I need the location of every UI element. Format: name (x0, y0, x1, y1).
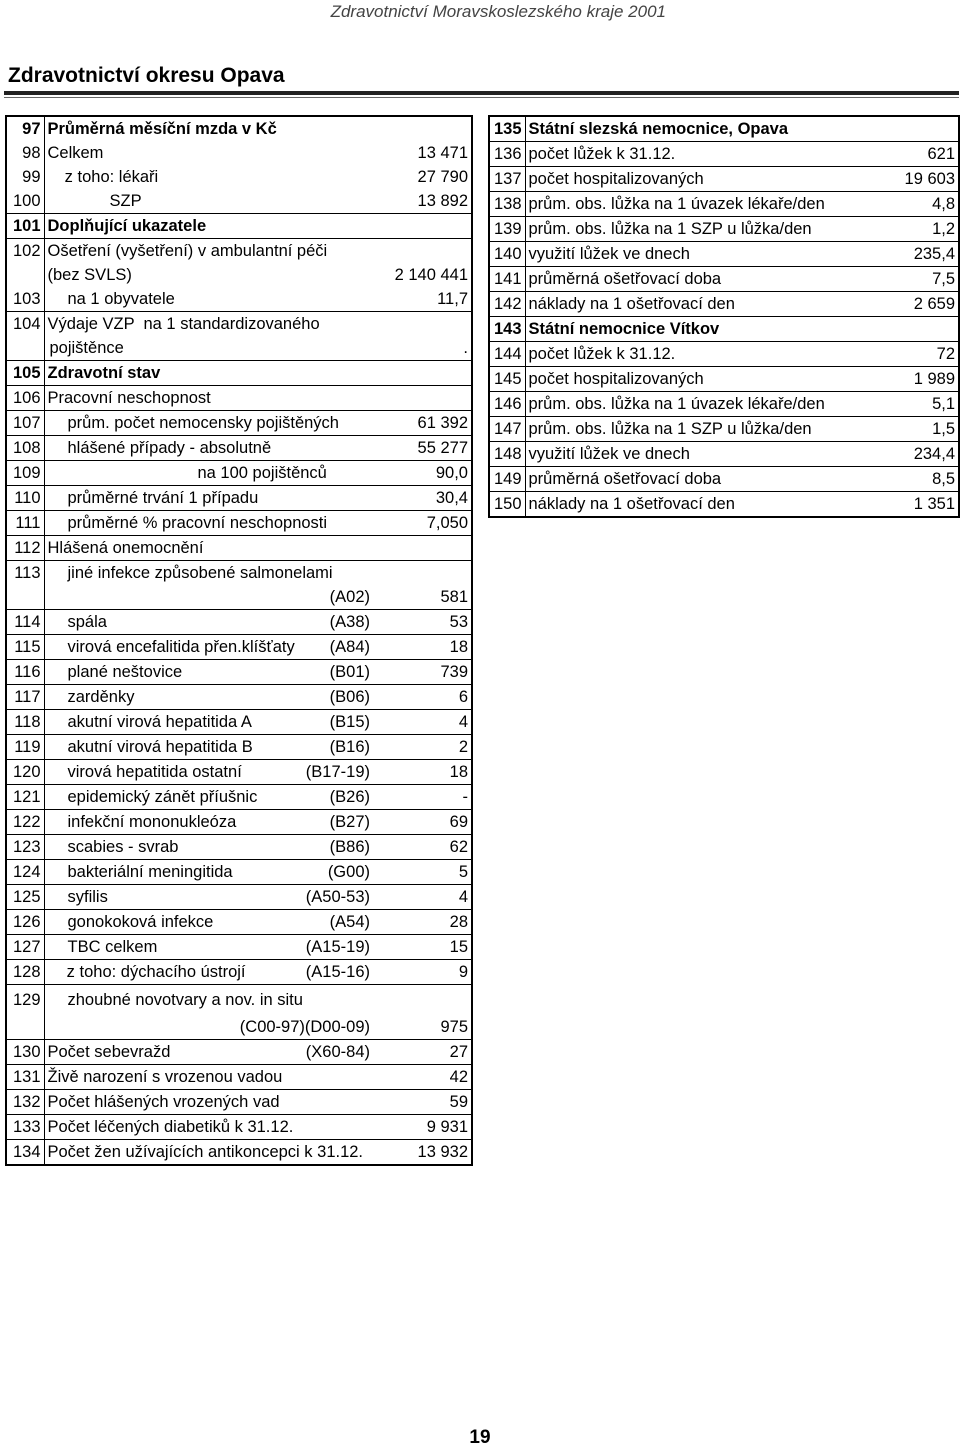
row-label-cell (44, 1040, 374, 1065)
row-number: 131 (6, 1065, 44, 1090)
row-label-cell (44, 610, 374, 635)
row-value: 69 (374, 810, 472, 835)
row-value: 90,0 (374, 461, 472, 486)
row-label: plané neštovice (67, 663, 183, 681)
row-label-cell (44, 1015, 374, 1040)
icd-code: (B15) (329, 713, 370, 731)
row-value (374, 361, 472, 386)
row-number: 144 (489, 342, 525, 367)
row-label: (bez SVLS) (47, 266, 132, 284)
row-value: 28 (374, 910, 472, 935)
row-number: 114 (6, 610, 44, 635)
row-label-cell (44, 263, 374, 287)
row-number: 145 (489, 367, 525, 392)
icd-code: (B17-19) (305, 763, 370, 781)
row-value: 1 351 (850, 492, 959, 518)
icd-code: (B86) (329, 838, 370, 856)
row-label: scabies - svrab (67, 838, 179, 856)
row-number: 150 (489, 492, 525, 518)
row-value: 1,5 (850, 417, 959, 442)
row-number: 107 (6, 411, 44, 436)
table-row (6, 985, 472, 1016)
row-number: 147 (489, 417, 525, 442)
icd-code: (B16) (329, 738, 370, 756)
row-value: 11,7 (437, 290, 468, 308)
row-label: Pracovní neschopnost (47, 389, 211, 407)
row-label: prům. obs. lůžka na 1 SZP u lůžka/den (525, 417, 850, 442)
row-label-cell (44, 536, 374, 561)
row-label: Živě narození s vrozenou vadou (47, 1068, 283, 1086)
row-value: 4,8 (850, 192, 959, 217)
row-value: 1 989 (850, 367, 959, 392)
row-label: virová encefalitida přen.klíšťaty (67, 638, 295, 656)
row-label-cell (44, 411, 374, 436)
row-number: 113 (6, 561, 44, 586)
table-row (6, 436, 472, 461)
row-number: 137 (489, 167, 525, 192)
table-row (6, 585, 472, 610)
row-number: 103 (6, 287, 44, 312)
row-label-cell (44, 785, 374, 810)
icd-code: (A84) (329, 638, 370, 656)
row-label-cell (44, 635, 374, 660)
table-row (6, 165, 472, 189)
row-label: Počet žen užívajících antikoncepci k 31.12. (47, 1143, 364, 1161)
table-row (489, 267, 959, 292)
table-row (6, 635, 472, 660)
row-label-cell (44, 141, 374, 165)
table-row (6, 1065, 472, 1090)
table-row (6, 685, 472, 710)
row-value: 739 (374, 660, 472, 685)
row-number: 111 (6, 511, 44, 536)
row-label-cell (44, 336, 374, 361)
table-row (6, 760, 472, 785)
row-label: Státní nemocnice Vítkov (525, 317, 850, 342)
row-value: 6 (374, 685, 472, 710)
row-number (6, 1015, 44, 1040)
page-title: Zdravotnictví okresu Opava (8, 64, 285, 87)
table-row (489, 467, 959, 492)
table-row (6, 910, 472, 935)
row-label-cell (44, 312, 374, 337)
table-row (6, 885, 472, 910)
table-row (489, 392, 959, 417)
row-number: 105 (6, 361, 44, 386)
row-label: využití lůžek ve dnech (525, 442, 850, 467)
table-row (6, 960, 472, 985)
row-number: 124 (6, 860, 44, 885)
row-number: 108 (6, 436, 44, 461)
row-label: průměrná ošetřovací doba (525, 467, 850, 492)
row-value (374, 116, 472, 141)
row-value (374, 239, 472, 264)
row-label: epidemický zánět příušnic (67, 788, 258, 806)
row-label: SZP (109, 192, 142, 210)
table-row (6, 239, 472, 264)
table-row (6, 312, 472, 337)
row-label: z toho: dýchacího ústrojí (57, 963, 246, 981)
row-value: 13 932 (374, 1140, 472, 1166)
row-label-cell (44, 386, 374, 411)
row-number: 120 (6, 760, 44, 785)
row-value (850, 116, 959, 142)
row-number: 122 (6, 810, 44, 835)
row-number: 126 (6, 910, 44, 935)
row-label-cell (44, 1115, 374, 1140)
table-row (489, 342, 959, 367)
row-value: 4 (374, 885, 472, 910)
row-number: 141 (489, 267, 525, 292)
row-label-cell (44, 361, 374, 386)
row-label: náklady na 1 ošetřovací den (525, 492, 850, 518)
row-label-cell (44, 910, 374, 935)
row-label-cell (44, 165, 374, 189)
table-row (6, 486, 472, 511)
row-number: 125 (6, 885, 44, 910)
row-label-cell (44, 189, 374, 214)
row-label: virová hepatitida ostatní (67, 763, 242, 781)
table-row (6, 386, 472, 411)
row-label: Průměrná měsíční mzda v Kč (47, 120, 277, 138)
row-label: prům. obs. lůžka na 1 SZP u lůžka/den (525, 217, 850, 242)
table-row (489, 116, 959, 142)
row-value (374, 536, 472, 561)
row-label: počet lůžek k 31.12. (525, 142, 850, 167)
row-value: 4 (374, 710, 472, 735)
row-label: počet lůžek k 31.12. (525, 342, 850, 367)
table-row (6, 411, 472, 436)
row-label: Státní slezská nemocnice, Opava (528, 120, 789, 138)
row-label: pojištěnce (49, 339, 124, 357)
row-label: průměrné trvání 1 případu (67, 489, 259, 507)
row-number: 116 (6, 660, 44, 685)
row-value: 235,4 (850, 242, 959, 267)
row-value (374, 312, 472, 337)
title-rule-thick (4, 91, 959, 95)
row-value: 61 392 (374, 411, 472, 436)
icd-code: (G00) (327, 863, 370, 881)
row-value: 1,2 (850, 217, 959, 242)
row-label: Hlášená onemocnění (47, 539, 204, 557)
row-value: 59 (374, 1090, 472, 1115)
table-row (489, 367, 959, 392)
row-number: 112 (6, 536, 44, 561)
table-row (6, 116, 472, 141)
row-label: syfilis (67, 888, 108, 906)
row-label-cell (44, 1065, 374, 1090)
row-label: počet hospitalizovaných (525, 367, 850, 392)
icd-code: (B26) (329, 788, 370, 806)
row-label-cell (44, 436, 374, 461)
row-label: Zdravotní stav (47, 364, 161, 382)
table-row (6, 536, 472, 561)
row-number: 110 (6, 486, 44, 511)
table-row (489, 167, 959, 192)
row-value: 621 (850, 142, 959, 167)
table-row (6, 214, 472, 239)
row-label: Doplňující ukazatele (47, 217, 207, 235)
icd-code: (A54) (329, 913, 370, 931)
row-number: 130 (6, 1040, 44, 1065)
row-value: 53 (374, 610, 472, 635)
row-label: zarděnky (67, 688, 135, 706)
row-number: 133 (6, 1115, 44, 1140)
table-row (489, 417, 959, 442)
table-row (6, 1090, 472, 1115)
icd-code: (A50-53) (305, 888, 370, 906)
row-label-cell (44, 810, 374, 835)
row-label-cell (44, 735, 374, 760)
row-value: 5 (374, 860, 472, 885)
row-label: na 1 obyvatele (67, 290, 175, 308)
row-value: 13 892 (417, 192, 468, 210)
table-row (6, 361, 472, 386)
row-number: 142 (489, 292, 525, 317)
row-label-cell (44, 935, 374, 960)
table-row (489, 492, 959, 518)
row-number: 129 (6, 985, 44, 1016)
row-value: 27 (374, 1040, 472, 1065)
table-row (6, 1015, 472, 1040)
row-label: průměrné % pracovní neschopnosti (67, 514, 328, 532)
row-number: 100 (6, 189, 44, 214)
icd-code: (A02) (329, 588, 370, 606)
table-row (6, 141, 472, 165)
icd-code: (C00-97)(D00-09) (239, 1018, 370, 1036)
row-value: 42 (374, 1065, 472, 1090)
row-label-cell (44, 685, 374, 710)
row-label-cell (44, 1140, 374, 1166)
row-label: Ošetření (vyšetření) v ambulantní péči (47, 242, 328, 260)
row-number: 106 (6, 386, 44, 411)
table-row (6, 610, 472, 635)
row-number: 149 (489, 467, 525, 492)
row-label: z toho: lékaři (55, 168, 159, 186)
row-label: prům. obs. lůžka na 1 úvazek lékaře/den (525, 192, 850, 217)
row-number: 134 (6, 1140, 44, 1166)
row-value: 581 (440, 588, 468, 606)
row-label: průměrná ošetřovací doba (525, 267, 850, 292)
left-statistics-table (5, 115, 473, 1166)
table-row (6, 189, 472, 214)
row-number: 99 (6, 165, 44, 189)
row-label-cell (44, 461, 374, 486)
row-label: akutní virová hepatitida B (67, 738, 253, 756)
row-number: 136 (489, 142, 525, 167)
row-number: 128 (6, 960, 44, 985)
row-number: 121 (6, 785, 44, 810)
row-label-cell (44, 960, 374, 985)
table-row (6, 287, 472, 312)
table-row (489, 442, 959, 467)
row-value: 62 (374, 835, 472, 860)
table-row (6, 660, 472, 685)
row-value (374, 985, 472, 1016)
row-label-cell (44, 239, 374, 264)
icd-code: (A15-16) (305, 963, 370, 981)
row-number: 143 (489, 317, 525, 342)
row-label-cell (44, 985, 374, 1016)
row-number: 132 (6, 1090, 44, 1115)
row-label-cell (44, 710, 374, 735)
row-number: 117 (6, 685, 44, 710)
row-label: prům. obs. lůžka na 1 úvazek lékaře/den (525, 392, 850, 417)
row-value: 9 931 (374, 1115, 472, 1140)
table-row (6, 336, 472, 361)
row-number: 97 (6, 116, 44, 141)
table-row (489, 317, 959, 342)
row-number (6, 263, 44, 287)
row-value: 234,4 (850, 442, 959, 467)
row-label: počet hospitalizovaných (525, 167, 850, 192)
row-label: prům. počet nemocensky pojištěných (67, 414, 339, 432)
table-row (489, 292, 959, 317)
row-label-cell (44, 660, 374, 685)
row-label-cell (44, 561, 374, 586)
row-label: Počet léčených diabetiků k 31.12. (47, 1118, 294, 1136)
row-value: 19 603 (850, 167, 959, 192)
row-label: Počet sebevražd (47, 1043, 171, 1061)
row-label: Celkem (47, 144, 104, 162)
row-value: 5,1 (850, 392, 959, 417)
table-row (6, 835, 472, 860)
row-value: - (374, 785, 472, 810)
running-header: Zdravotnictví Moravskoslezského kraje 2001 (330, 2, 666, 21)
table-row (6, 935, 472, 960)
row-number: 119 (6, 735, 44, 760)
row-value: 2 140 441 (394, 266, 468, 284)
row-value: 72 (850, 342, 959, 367)
row-label: Výdaje VZP na 1 standardizovaného (47, 315, 320, 333)
row-value: 15 (374, 935, 472, 960)
row-number: 98 (6, 141, 44, 165)
table-row (6, 1115, 472, 1140)
icd-code: (B06) (329, 688, 370, 706)
row-label: TBC celkem (67, 938, 158, 956)
table-row (6, 511, 472, 536)
table-row (6, 1140, 472, 1166)
row-number: 104 (6, 312, 44, 337)
row-number: 127 (6, 935, 44, 960)
row-number: 118 (6, 710, 44, 735)
icd-code: (A38) (329, 613, 370, 631)
table-row (489, 242, 959, 267)
row-value: 7,050 (374, 511, 472, 536)
table-row (6, 735, 472, 760)
row-value: . (463, 339, 468, 357)
row-label-cell (44, 1090, 374, 1115)
table-row (6, 263, 472, 287)
row-value: 9 (374, 960, 472, 985)
row-label-cell (44, 287, 374, 312)
table-row (489, 192, 959, 217)
icd-code: (B27) (329, 813, 370, 831)
row-number: 146 (489, 392, 525, 417)
row-number: 148 (489, 442, 525, 467)
table-row (489, 217, 959, 242)
row-label: infekční mononukleóza (67, 813, 237, 831)
row-label-cell (44, 585, 374, 610)
row-number: 115 (6, 635, 44, 660)
row-label: jiné infekce způsobené salmonelami (67, 564, 333, 582)
row-label: zhoubné novotvary a nov. in situ (67, 991, 303, 1009)
row-label-cell (44, 486, 374, 511)
row-label-cell (44, 116, 374, 141)
table-row (6, 461, 472, 486)
row-label: spála (67, 613, 107, 631)
row-value: 7,5 (850, 267, 959, 292)
row-value: 55 277 (374, 436, 472, 461)
row-value (374, 561, 472, 586)
row-number: 135 (489, 116, 525, 142)
row-number: 139 (489, 217, 525, 242)
row-label: náklady na 1 ošetřovací den (525, 292, 850, 317)
table-row (489, 142, 959, 167)
row-number (6, 336, 44, 361)
table-row (6, 561, 472, 586)
row-number: 101 (6, 214, 44, 239)
icd-code: (X60-84) (305, 1043, 370, 1061)
table-row (6, 810, 472, 835)
row-label: bakteriální meningitida (67, 863, 233, 881)
row-value: 2 659 (850, 292, 959, 317)
row-label-cell (44, 760, 374, 785)
row-label-cell (44, 511, 374, 536)
row-label-cell (44, 214, 374, 239)
row-number: 140 (489, 242, 525, 267)
row-label: hlášené případy - absolutně (67, 439, 272, 457)
row-label-cell (44, 835, 374, 860)
row-number: 123 (6, 835, 44, 860)
icd-code: (B01) (329, 663, 370, 681)
row-value: 2 (374, 735, 472, 760)
row-label: akutní virová hepatitida A (67, 713, 252, 731)
row-number: 102 (6, 239, 44, 264)
table-row (6, 860, 472, 885)
row-label: gonokoková infekce (67, 913, 214, 931)
page-number: 19 (469, 1427, 491, 1448)
right-hospital-table (488, 115, 960, 518)
row-number: 138 (489, 192, 525, 217)
row-label: využití lůžek ve dnech (525, 242, 850, 267)
row-number (6, 585, 44, 610)
row-value (374, 214, 472, 239)
row-value: 30,4 (374, 486, 472, 511)
row-label-cell (44, 885, 374, 910)
row-value: 18 (374, 760, 472, 785)
title-rule-thin (4, 97, 959, 98)
row-value: 18 (374, 635, 472, 660)
row-value: 975 (440, 1018, 468, 1036)
row-value: 27 790 (417, 168, 468, 186)
row-value: 8,5 (850, 467, 959, 492)
row-number: 109 (6, 461, 44, 486)
row-value (374, 386, 472, 411)
row-value (850, 317, 959, 342)
table-row (6, 710, 472, 735)
row-label: Počet hlášených vrozených vad (47, 1093, 280, 1111)
row-label: na 100 pojištěnců (197, 464, 327, 482)
icd-code: (A15-19) (305, 938, 370, 956)
row-value: 13 471 (417, 144, 468, 162)
row-label-cell (44, 860, 374, 885)
table-row (6, 785, 472, 810)
table-row (6, 1040, 472, 1065)
